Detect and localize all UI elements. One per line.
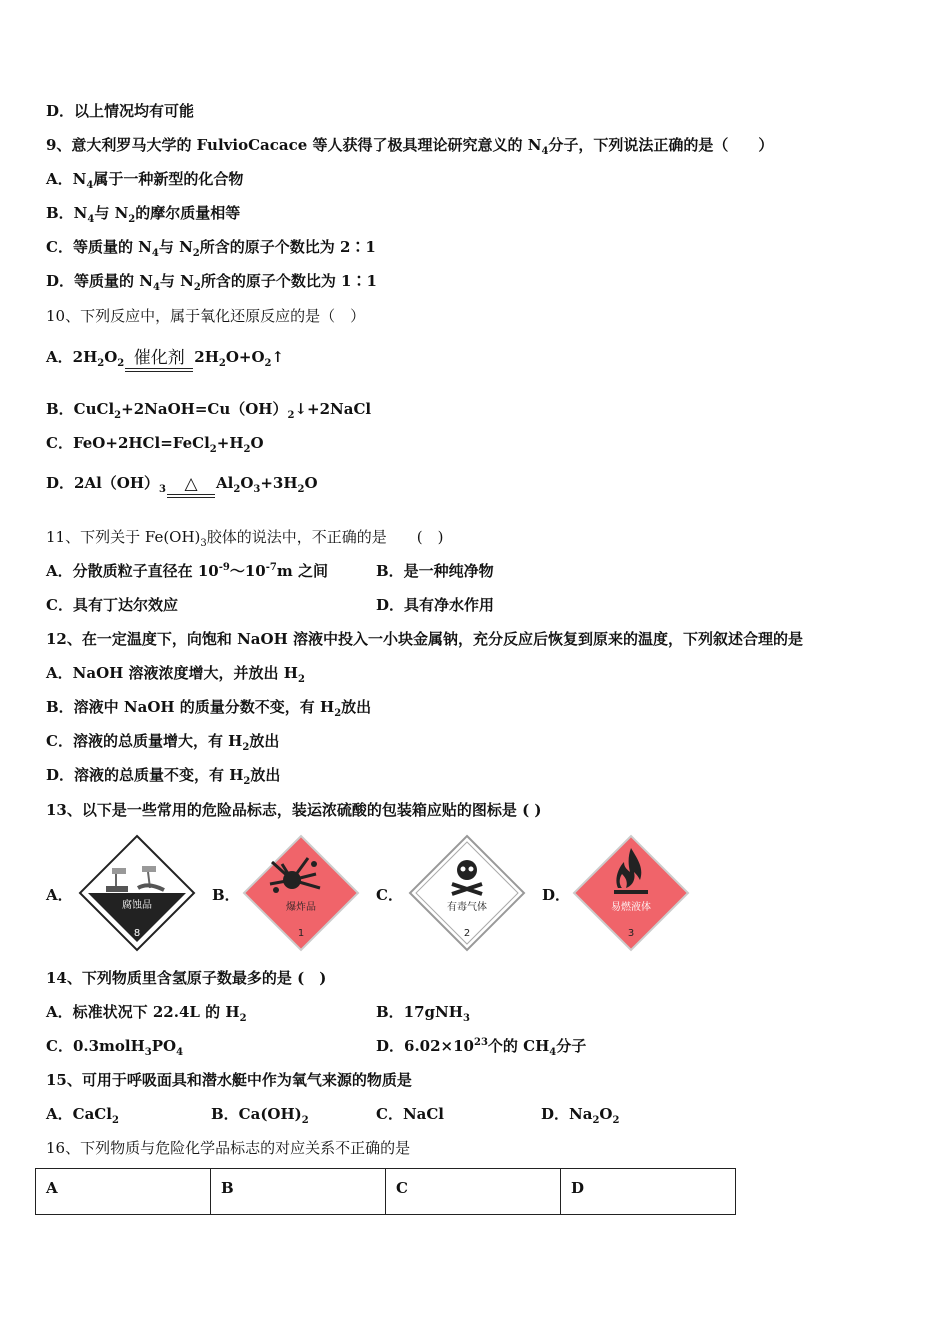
q10-a-sub-2: 2 — [117, 358, 125, 369]
q14-a-sub: 2 — [239, 1013, 247, 1024]
q14-d-pre: D．6.02×10 — [376, 1037, 474, 1055]
q9-b-text-1: B．N — [46, 204, 88, 222]
table-row — [36, 1169, 736, 1215]
q15-d-text-2: O — [599, 1105, 613, 1123]
q10-c-mid: +H — [216, 434, 244, 452]
q13-stem: 13、以下是一些常用的危险品标志，装运浓硫酸的包装箱应贴的图标是 ( ) — [46, 801, 542, 819]
q14-a-text: A．标准状况下 22.4L 的 H — [46, 1003, 240, 1021]
sign-c-num: 2 — [463, 928, 471, 939]
q9-c-text-3: 所含的原子个数比为 2∶1 — [199, 238, 376, 256]
q9-d-text-3: 所含的原子个数比为 1∶1 — [200, 272, 377, 290]
q16-cell-a: A — [36, 1169, 211, 1215]
q10-d-m1: Al — [216, 474, 234, 492]
q9-option-d — [46, 271, 377, 294]
q14-d-post: 分子 — [556, 1037, 587, 1055]
q9-c-text-2: 与 N — [158, 238, 193, 256]
q15-d-sub-2: 2 — [612, 1115, 620, 1126]
q14-option-c — [46, 1037, 184, 1058]
q9-c-text-1: C．等质量的 N — [46, 238, 152, 256]
sign-b-text: 爆炸品 — [286, 902, 316, 913]
q13-label-c: C． — [376, 886, 403, 904]
q9-b-text-2: 与 N — [94, 204, 129, 222]
q12-b-text-1: B．溶液中 NaOH 的质量分数不变，有 H — [46, 698, 335, 716]
q12-c-text-2: 放出 — [249, 732, 280, 750]
q14-b-text: B．17gNH — [376, 1003, 463, 1021]
q9-stem-name: FulvioCacace — [196, 136, 308, 154]
q14-c-text-2: PO — [151, 1037, 177, 1055]
sign-d-text: 易燃液体 — [611, 902, 651, 913]
q10-b-pre: B．CuCl — [46, 400, 115, 418]
q10-c-sub-1: 2 — [209, 444, 217, 455]
q12-stem: 12、在一定温度下，向饱和 NaOH 溶液中投入一小块金属钠，充分反应后恢复到原来的温度，下列叙述合理的是 — [46, 630, 803, 648]
q14-c-text-1: C．0.3molH — [46, 1037, 145, 1055]
q12-b-text-2: 放出 — [341, 698, 372, 716]
q11-a-sup-2: -7 — [265, 562, 277, 573]
q9-stem — [46, 135, 773, 158]
q9-stem-mid: 等人获得了极具理论研究意义的 N — [307, 136, 542, 154]
q12-a-sub: 2 — [297, 674, 305, 685]
q15-a-text: A．CaCl — [46, 1105, 112, 1123]
q9-c-sub-2: 2 — [192, 248, 200, 259]
sign-c-text: 有毒气体 — [447, 902, 487, 913]
q9-b-sub-1: 4 — [87, 214, 95, 225]
q10-a-sub-3: 2 — [218, 358, 226, 369]
q10-a-sub-1: 2 — [97, 358, 105, 369]
q10-a-post-2: O+O — [225, 348, 265, 366]
q9-stem-sub: 4 — [541, 146, 549, 157]
q15-a-sub: 2 — [111, 1115, 119, 1126]
q14-row-2 — [46, 1036, 906, 1059]
q11-a-post: m 之间 — [276, 562, 328, 580]
corrosive-sign-icon — [78, 834, 196, 952]
q9-d-sub-1: 4 — [152, 282, 160, 293]
q10-option-c — [46, 433, 264, 456]
q15-option-b — [211, 1104, 309, 1127]
q10-d-m3: +3H — [260, 474, 298, 492]
q10-b-sub-2: 2 — [287, 410, 295, 421]
q16-cell-b: B — [211, 1169, 386, 1215]
q15-stem: 15、可用于呼吸面具和潜水艇中作为氧气来源的物质是 — [46, 1071, 412, 1089]
q10-a-condition — [125, 348, 193, 376]
q11-row-2 — [46, 595, 906, 615]
q11-option-a — [46, 562, 328, 580]
q16-cell-d: D — [561, 1169, 736, 1215]
q9-a-text-2: 属于一种新型的化合物 — [93, 170, 244, 188]
q13-label-d: D． — [542, 886, 571, 904]
q10-d-sub-1: 3 — [159, 484, 166, 495]
q10-b-mid: +2NaOH=Cu（OH） — [121, 400, 288, 418]
q15-option-d — [541, 1104, 619, 1127]
q10-d-m2: O — [240, 474, 254, 492]
q9-stem-post: 分子，下列说法正确的是（ ） — [548, 136, 774, 154]
q10-a-pre: A．2H — [46, 348, 98, 366]
q14-b-sub: 3 — [462, 1013, 470, 1024]
q9-a-text-1: A．N — [46, 170, 87, 188]
q10-d-m4: O — [304, 474, 318, 492]
q9-option-c — [46, 237, 376, 260]
q15-b-text: B．Ca(OH) — [211, 1105, 302, 1123]
q10-d-sub-3: 3 — [253, 484, 261, 495]
heat-triangle-icon: △ — [184, 474, 198, 494]
q9-option-a — [46, 169, 243, 192]
q12-d-text-2: 放出 — [250, 766, 281, 784]
q11-option-c: C．具有丁达尔效应 — [46, 596, 178, 614]
q12-d-sub: 2 — [243, 776, 251, 787]
q10-b-sub-1: 2 — [114, 410, 122, 421]
sign-a-num: 8 — [133, 928, 141, 939]
q9-b-sub-2: 2 — [128, 214, 136, 225]
q10-a-m1: O — [104, 348, 118, 366]
q13-label-b: B． — [212, 886, 240, 904]
q11-stem — [46, 527, 444, 550]
double-line-icon — [125, 368, 193, 372]
q14-d-mid: 个的 CH — [487, 1037, 550, 1055]
q11-a-sup-1: -9 — [218, 562, 230, 573]
q15-option-c: C．NaCl — [376, 1105, 445, 1123]
sign-b-num: 1 — [297, 928, 305, 939]
q16-cell-c: C — [386, 1169, 561, 1215]
q15-d-sub-1: 2 — [592, 1115, 600, 1126]
q11-stem-post: 胶体的说法中，不正确的是 ( ) — [206, 528, 444, 546]
q10-a-sub-4: 2 — [264, 358, 272, 369]
q10-option-a — [46, 341, 284, 376]
q14-row-1 — [46, 1002, 906, 1025]
q10-stem: 10、下列反应中，属于氧化还原反应的是（ ） — [46, 307, 366, 325]
q10-c-sub-2: 2 — [243, 444, 251, 455]
q9-a-sub-1: 4 — [86, 180, 94, 191]
q10-b-post: ↓+2NaCl — [294, 400, 372, 418]
sign-d-num: 3 — [627, 928, 635, 939]
q14-option-a — [46, 1003, 247, 1024]
q14-option-d — [376, 1036, 586, 1059]
q9-stem-pre: 9、意大利罗马大学的 — [46, 136, 197, 154]
q12-option-a — [46, 663, 305, 686]
q9-option-b — [46, 203, 240, 226]
q12-option-d — [46, 765, 280, 788]
q16-table — [35, 1168, 736, 1215]
q11-row-1 — [46, 561, 906, 584]
q8-option-d: D．以上情况均有可能 — [46, 102, 195, 120]
q16-stem: 16、下列物质与危险化学品标志的对应关系不正确的是 — [46, 1139, 411, 1157]
q10-d-sub-4: 2 — [297, 484, 305, 495]
q14-option-b — [376, 1002, 470, 1025]
q12-c-text-1: C．溶液的总质量增大，有 H — [46, 732, 243, 750]
q9-c-sub-1: 4 — [151, 248, 159, 259]
q11-option-d: D．具有净水作用 — [376, 596, 495, 614]
q9-d-text-2: 与 N — [159, 272, 194, 290]
q10-option-d — [46, 467, 318, 502]
sign-a-text: 腐蚀品 — [122, 900, 152, 911]
q14-c-sub-2: 4 — [176, 1047, 184, 1058]
q12-d-text-1: D．溶液的总质量不变，有 H — [46, 766, 244, 784]
toxic-gas-sign-icon — [408, 834, 526, 952]
q10-d-sub-2: 2 — [233, 484, 241, 495]
q14-c-sub-1: 3 — [144, 1047, 152, 1058]
q12-b-sub: 2 — [334, 708, 342, 719]
q10-option-b — [46, 399, 371, 422]
q12-option-c — [46, 731, 279, 754]
flammable-liquid-sign-icon — [572, 834, 690, 952]
q13-label-a: A． — [46, 886, 73, 904]
q10-a-post-3: ↑ — [271, 348, 285, 366]
q14-d-sub: 4 — [549, 1047, 557, 1058]
double-line-icon — [167, 494, 215, 498]
q14-d-sup: 23 — [473, 1037, 488, 1048]
q12-option-b — [46, 697, 371, 720]
explosive-sign-icon — [242, 834, 360, 952]
catalyst-label: 催化剂 — [133, 348, 185, 368]
q15-d-text-1: D．Na — [541, 1105, 593, 1123]
q9-b-text-3: 的摩尔质量相等 — [135, 204, 241, 222]
q10-d-pre: D．2Al（OH） — [46, 474, 160, 492]
q11-stem-pre: 11、下列关于 Fe(OH) — [46, 528, 201, 546]
q10-d-condition — [167, 474, 215, 502]
hazard-sign-row — [46, 834, 746, 954]
q12-a-text: A．NaOH 溶液浓度增大，并放出 H — [46, 664, 298, 682]
q15-b-sub: 2 — [301, 1115, 309, 1126]
q10-a-post-1: 2H — [194, 348, 219, 366]
q15-option-a — [46, 1104, 119, 1127]
q10-c-pre: C．FeO+2HCl=FeCl — [46, 434, 210, 452]
q11-stem-sub: 3 — [200, 538, 207, 549]
q10-c-post: O — [250, 434, 264, 452]
q9-d-sub-2: 2 — [193, 282, 201, 293]
q11-a-pre: A．分散质粒子直径在 10 — [46, 562, 219, 580]
q11-a-mid: ～10 — [229, 562, 266, 580]
q14-stem: 14、下列物质里含氢原子数最多的是 ( ) — [46, 969, 327, 987]
q9-d-text-1: D．等质量的 N — [46, 272, 153, 290]
q11-option-b: B．是一种纯净物 — [376, 562, 494, 580]
q12-c-sub: 2 — [242, 742, 250, 753]
